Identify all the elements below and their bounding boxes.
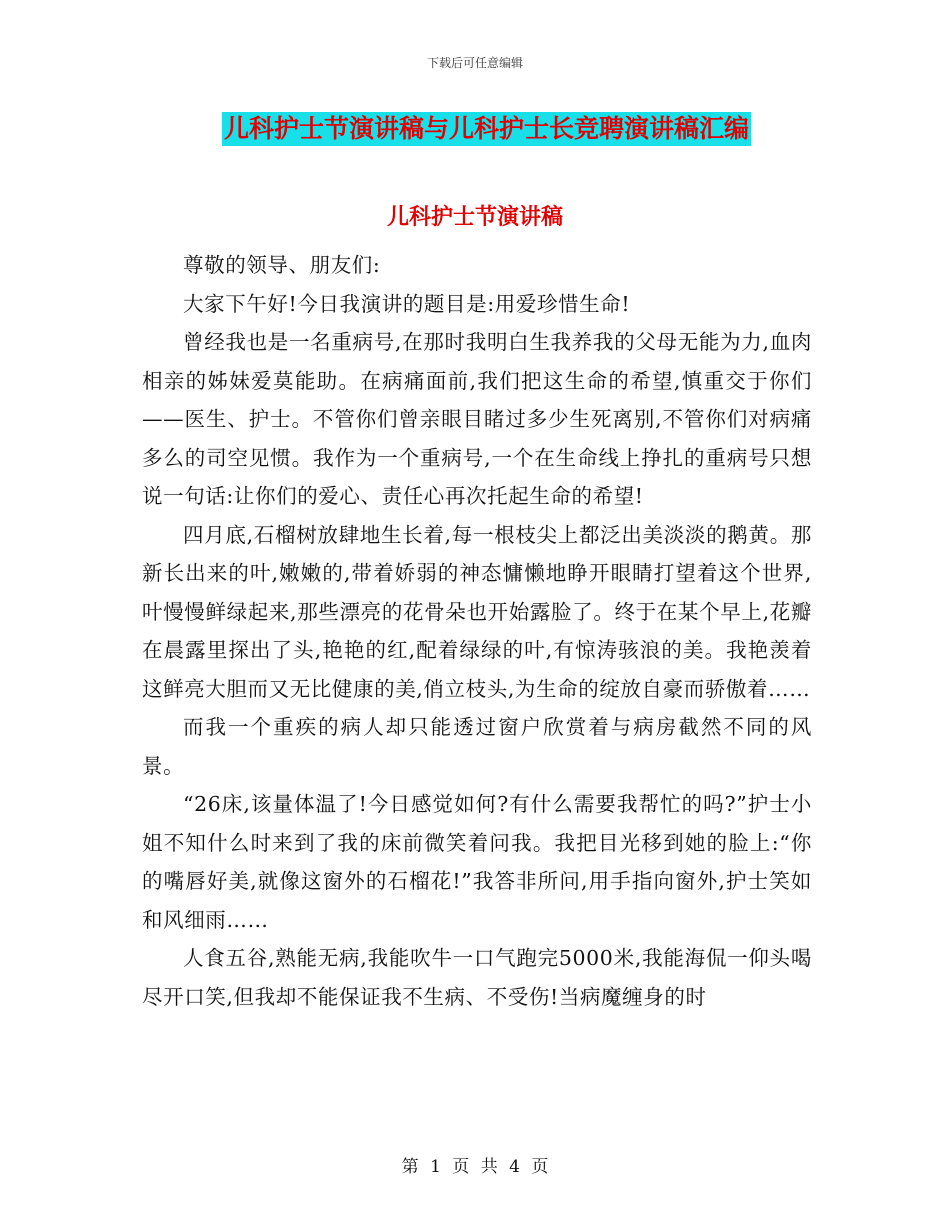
paragraph: 曾经我也是一名重病号,在那时我明白生我养我的父母无能为力,血肉相亲的姊妹爱莫能助。在病痛面前,我们把这生命的希望,慎重交于你们——医生、护士。不管你们曾亲眼目睹过多少生死离别,不管你们对病痛多么的司空见惯。我作为一个重病号,一个在生命线上挣扎的重病号只想说一句话:让你们的爱心、责任心再次托起生命的希望! (142, 330, 812, 508)
body-text (142, 246, 812, 1016)
paragraph-greeting: 尊敬的领导、朋友们: (183, 253, 381, 277)
paragraph: 大家下午好!今日我演讲的题目是:用爱珍惜生命! (183, 291, 631, 316)
document-title: 儿科护士节演讲稿与儿科护士长竞聘演讲稿汇编 (222, 112, 751, 146)
paragraph: “26床,该量体温了!今日感觉如何?有什么需要我帮忙的吗?”护士小姐不知什么时来到了我的床前微笑着问我。我把目光移到她的脸上:“你的嘴唇好美,就像这窗外的石榴花!”我答非所问,用手指向窗外,护士笑如和风细雨…… (142, 792, 812, 932)
paragraph: 四月底,石榴树放肆地生长着,每一根枝尖上都泛出美淡淡的鹅黄。那新长出来的叶,嫩嫩的,带着娇弱的神态慵懒地睁开眼睛打望着这个世界,叶慢慢鲜绿起来,那些漂亮的花骨朵也开始露脸了。终于在某个早上,花瓣在晨露里探出了头,艳艳的红,配着绿绿的叶,有惊涛骇浪的美。我艳羡着这鲜亮大胆而又无比健康的美,俏立枝头,为生命的绽放自豪而骄傲着…… (142, 522, 812, 701)
paragraph: 而我一个重疾的病人却只能透过窗户欣赏着与病房截然不同的风景。 (142, 715, 812, 778)
page-footer: 第 1 页 共 4 页 (401, 1157, 549, 1177)
header-note: 下载后可任意编辑 (426, 56, 523, 70)
section-title: 儿科护士节演讲稿 (386, 204, 563, 230)
paragraph: 人食五谷,熟能无病,我能吹牛一口气跑完5000米,我能海侃一仰头喝尽开口笑,但我却不能保证我不生病、不受伤!当病魔缠身的时 (142, 946, 812, 1009)
